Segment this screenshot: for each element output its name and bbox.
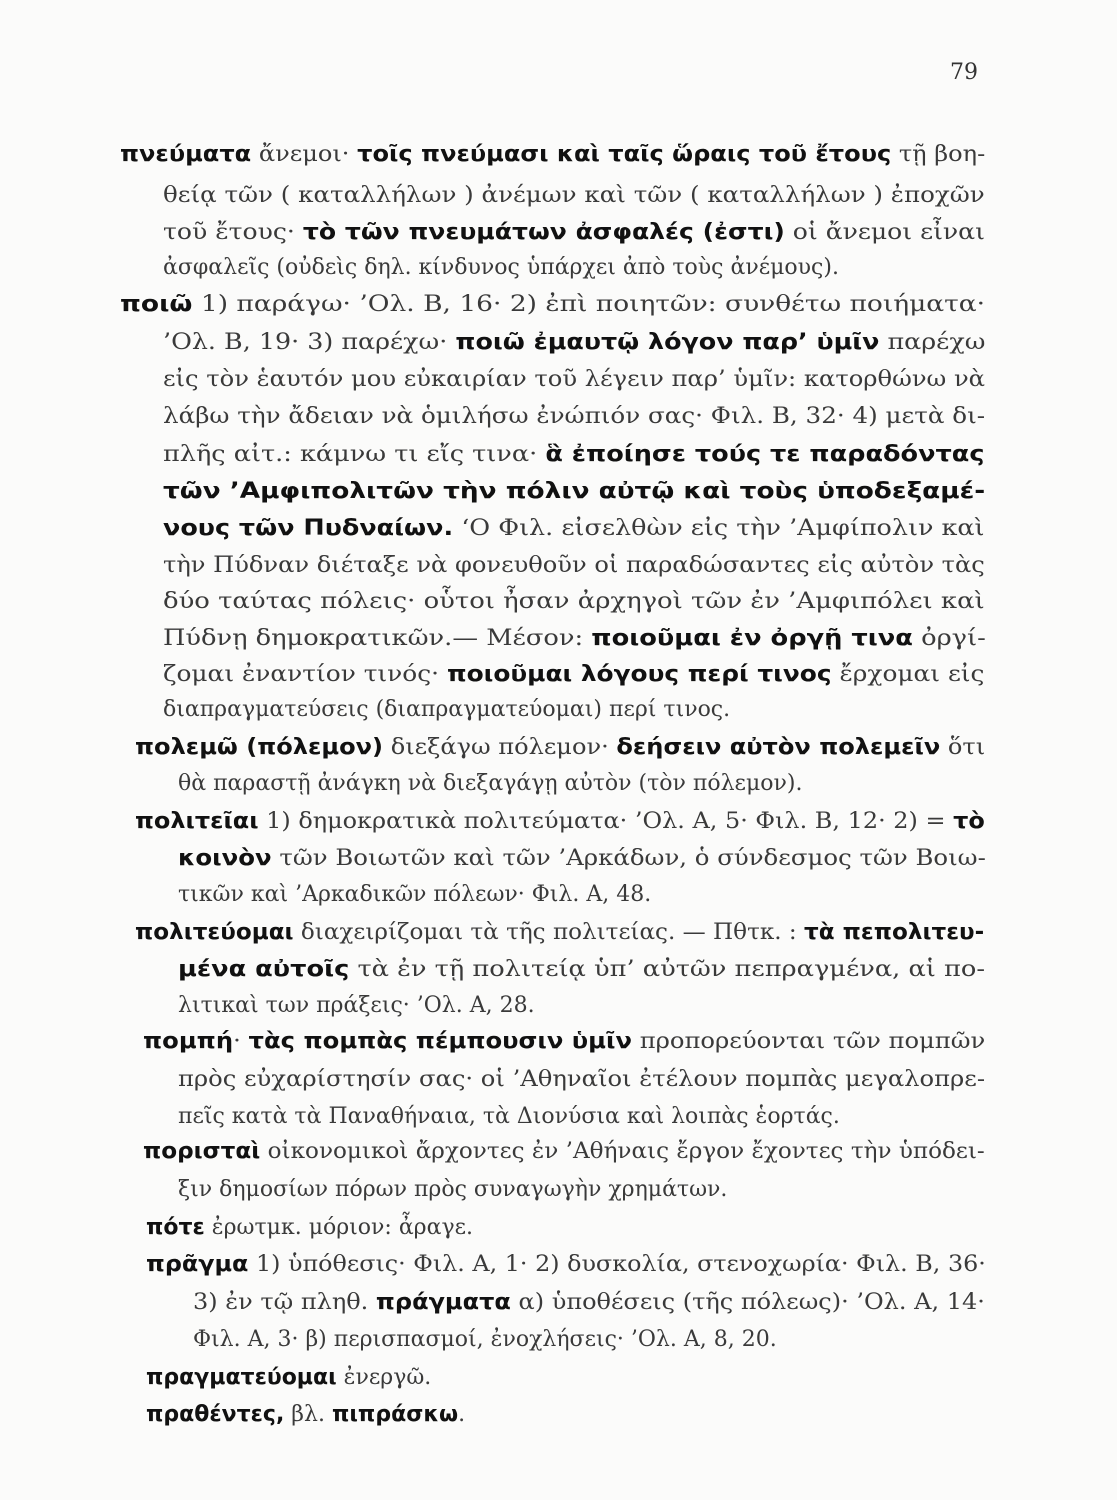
gloss-text: .: [458, 1402, 466, 1427]
gloss-text: διεξάγω πόλεμον·: [383, 735, 617, 760]
headword: ποιοῦμαι ἐν ὀργῇ τινα: [591, 626, 913, 651]
text-line: [163, 624, 986, 654]
text-line: [178, 1175, 727, 1205]
text-line: [120, 140, 985, 170]
gloss-text: ’Ολ. Β, 19· 3) παρέχω·: [163, 330, 456, 355]
gloss-text: ξιν δημοσίων πόρων πρὸς συναγωγὴν χρημάτων.: [178, 1177, 728, 1202]
text-line: [135, 733, 985, 763]
text-line: [193, 1288, 985, 1318]
gloss-text: εἰς τὸν ἑαυτόν μου εὐκαιρίαν τοῦ λέγειν παρ’ ὑμῖν: κατορθώνω νὰ: [163, 367, 986, 392]
gloss-text: ὀργί-: [912, 626, 986, 651]
gloss-text: Φιλ. Α, 3· β) περισπασμοί, ἐνοχλήσεις· ’Ολ. Α, 8, 20.: [193, 1327, 777, 1352]
gloss-text: Πύδνῃ δημοκρατικῶν.— Μέσον:: [163, 626, 592, 651]
headword: πολεμῶ (πόλεμον): [135, 735, 384, 760]
text-line: [135, 807, 985, 837]
gloss-text: ὅτι: [940, 735, 986, 760]
headword: πολιτεῖαι: [135, 809, 259, 834]
gloss-text: βλ.: [284, 1402, 332, 1427]
text-line: [163, 440, 984, 470]
text-line: [178, 1065, 985, 1095]
text-line: [178, 991, 535, 1021]
gloss-text: ἔρχομαι εἰς: [831, 662, 985, 687]
gloss-text: 1) παράγω· ’Ολ. Β, 16· 2) ἐπὶ ποιητῶν: συνθέτω ποιήματα·: [192, 292, 986, 317]
gloss-text: τὰ ἐν τῇ πολιτείᾳ ὑπ’ αὐτῶν πεπραγμένα, αἱ πο-: [349, 957, 985, 982]
gloss-text: δύο ταύτας πόλεις· οὗτοι ἦσαν ἀρχηγοὶ τῶν ἐν ’Αμφιπόλει καὶ: [163, 589, 985, 614]
text-line: [163, 365, 985, 395]
headword: πορισταὶ: [143, 1139, 261, 1164]
text-line: [178, 1102, 840, 1132]
gloss-text: θείᾳ τῶν ( καταλλήλων ) ἀνέμων καὶ τῶν ( καταλλήλων ) ἐποχῶν: [163, 183, 985, 208]
gloss-text: διαπραγματεύσεις (διαπραγματεύομαι) περί τινος.: [163, 697, 731, 722]
gloss-text: λιτικαὶ των πράξεις· ’Ολ. Α, 28.: [178, 993, 535, 1018]
gloss-text: ἄνεμοι·: [251, 142, 358, 167]
text-line: [143, 1027, 985, 1057]
gloss-text: ἐνεργῶ.: [336, 1365, 432, 1390]
gloss-text: θὰ παραστῇ ἀνάγκη νὰ διεξαγάγῃ αὐτὸν (τὸν πόλεμον).: [178, 771, 803, 796]
text-line: [163, 477, 985, 507]
gloss-text: τοῦ ἔτους·: [163, 220, 303, 245]
text-line: [163, 328, 985, 358]
page-number: 79: [950, 60, 978, 85]
text-line: [163, 514, 985, 544]
headword: τὰς πομπὰς πέμπουσιν ὑμῖν: [248, 1029, 632, 1054]
headword: τὰ πεπολιτευ-: [804, 920, 985, 945]
text-line: [178, 769, 802, 799]
gloss-text: πλῆς αἰτ.: κάμνω τι εἴς τινα·: [163, 442, 546, 467]
gloss-text: ἐρωτμκ. μόριον: ἆραγε.: [204, 1215, 474, 1240]
text-line: [143, 1137, 985, 1167]
gloss-text: οἱ ἄνεμοι εἶναι: [784, 220, 985, 245]
headword: ἃ ἐποίησε τούς τε παραδόντας: [545, 442, 985, 467]
gloss-text: διαχειρίζομαι τὰ τῆς πολιτείας. — Πθτκ. :: [293, 920, 805, 945]
text-line: [163, 218, 985, 248]
gloss-text: προπορεύονται τῶν πομπῶν: [631, 1029, 986, 1054]
text-line: [120, 290, 985, 320]
headword: πομπή: [143, 1029, 234, 1054]
text-line: [178, 880, 651, 910]
gloss-text: ·: [233, 1029, 249, 1054]
text-line: [146, 1400, 465, 1430]
text-line: [163, 587, 985, 617]
gloss-text: παρέχω: [879, 330, 986, 355]
gloss-text: α) ὑποθέσεις (τῆς πόλεως)· ’Ολ. Α, 14·: [510, 1290, 985, 1315]
text-line: [135, 918, 984, 948]
gloss-text: ἀσφαλεῖς (οὐδεὶς δηλ. κίνδυνος ὑπάρχει ἀπὸ τοὺς ἀνέμους).: [163, 255, 839, 280]
gloss-text: πεῖς κατὰ τὰ Παναθήναια, τὰ Διονύσια καὶ λοιπὰς ἑορτάς.: [178, 1104, 840, 1129]
headword: τοῖς πνεύμασι καὶ ταῖς ὥραις τοῦ ἔτους: [357, 142, 892, 167]
headword: πότε: [146, 1215, 205, 1240]
headword: πράγματα: [375, 1290, 511, 1315]
headword: ποιοῦμαι λόγους περί τινος: [446, 662, 832, 687]
gloss-text: 1) ὑπόθεσις· Φιλ. Α, 1· 2) δυσκολία, στενοχωρία· Φιλ. Β, 36·: [248, 1252, 986, 1277]
headword: πιπράσκω: [331, 1402, 459, 1427]
gloss-text: ζομαι ἐναντίον τινός·: [163, 662, 447, 687]
text-line: [163, 551, 985, 581]
gloss-text: ‘Ο Φιλ. εἰσελθὼν εἰς τὴν ’Αμφίπολιν καὶ: [453, 516, 985, 541]
headword: κοινὸν: [178, 846, 272, 871]
headword: ποιῶ: [120, 292, 193, 317]
gloss-text: λάβω τὴν ἄδειαν νὰ ὁμιλήσω ἐνώπιόν σας· Φιλ. Β, 32· 4) μετὰ δι-: [163, 404, 986, 429]
gloss-text: οἰκονομικοὶ ἄρχοντες ἐν ’Αθήναις ἔργον ἔχοντες τὴν ὑπόδει-: [260, 1139, 985, 1164]
headword: τὸ: [953, 809, 985, 834]
text-line: [193, 1325, 777, 1355]
text-line: [163, 660, 984, 690]
headword: μένα αὐτοῖς: [178, 957, 350, 982]
gloss-text: πρὸς εὐχαρίστησίν σας· οἱ ’Αθηναῖοι ἐτέλουν πομπὰς μεγαλοπρε-: [178, 1067, 986, 1092]
text-line: [178, 955, 985, 985]
gloss-text: τῶν Βοιωτῶν καὶ τῶν ’Αρκάδων, ὁ σύνδεσμος τῶν Βοιω-: [271, 846, 986, 871]
headword: νους τῶν Πυδναίων.: [163, 516, 454, 541]
headword: τῶν ’Αμφιπολιτῶν τὴν πόλιν αὐτῷ καὶ τοὺς ὑποδεξαμέ-: [163, 479, 986, 504]
text-line: [146, 1213, 473, 1243]
gloss-text: τικῶν καὶ ’Αρκαδικῶν πόλεων· Φιλ. Α, 48.: [178, 882, 652, 907]
headword: πνεύματα: [120, 142, 252, 167]
headword: πρᾶγμα: [146, 1252, 249, 1277]
headword: πραθέντες,: [146, 1402, 285, 1427]
text-line: [163, 253, 839, 283]
text-line: [146, 1363, 431, 1393]
headword: δεήσειν αὐτὸν πολεμεῖν: [616, 735, 941, 760]
gloss-text: τῇ βοη-: [891, 142, 986, 167]
text-line: [163, 181, 985, 211]
gloss-text: 1) δημοκρατικὰ πολιτεύματα· ’Ολ. Α, 5· Φιλ. Β, 12· 2) =: [258, 809, 954, 834]
text-line: [178, 844, 986, 874]
text-line: [146, 1250, 986, 1280]
text-line: [163, 695, 730, 725]
headword: ποιῶ ἐμαυτῷ λόγον παρ’ ὑμῖν: [455, 330, 880, 355]
headword: τὸ τῶν πνευμάτων ἀσφαλές (ἐστι): [302, 220, 785, 245]
text-line: [163, 402, 985, 432]
gloss-text: τὴν Πύδναν διέταξε νὰ φονευθοῦν οἱ παραδώσαντες εἰς αὐτὸν τὰς: [163, 553, 985, 578]
headword: πραγματεύομαι: [146, 1365, 337, 1390]
gloss-text: 3) ἐν τῷ πληθ.: [193, 1290, 376, 1315]
headword: πολιτεύομαι: [135, 920, 294, 945]
